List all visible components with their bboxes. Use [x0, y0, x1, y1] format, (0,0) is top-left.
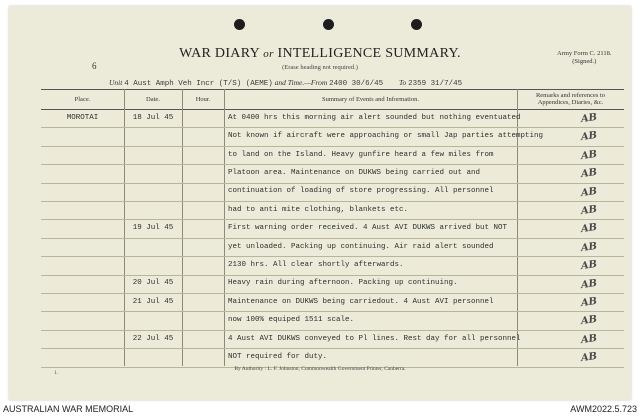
archive-reference: AWM2022.5.723 — [570, 404, 637, 414]
remarks-header-line1: Remarks and references to — [535, 92, 606, 99]
row-initials: AB — [580, 277, 598, 291]
archive-caption: AUSTRALIAN WAR MEMORIAL — [3, 404, 134, 414]
row-rule — [41, 293, 624, 294]
time-label: and Time.—From — [274, 78, 328, 87]
row-rule — [41, 330, 624, 331]
row-initials: AB — [580, 240, 598, 254]
war-diary-sheet — [9, 6, 631, 400]
form-reference-number: Army Form C. 2118. — [557, 50, 612, 57]
row-rule — [41, 311, 624, 312]
row-summary: NOT required for duty. — [228, 352, 328, 361]
row-rule — [41, 146, 624, 147]
row-rule — [41, 275, 624, 276]
form-title — [9, 46, 631, 62]
row-date: 20 Jul 45 — [132, 279, 174, 288]
column-rule — [517, 89, 518, 366]
column-header-date: Date. — [146, 95, 160, 103]
header-rule — [41, 109, 624, 110]
row-initials: AB — [580, 185, 598, 199]
row-initials: AB — [580, 314, 598, 328]
printer-authority: By Authority : L. F. Johnston, Commonwealth Government Printer, Canberra. — [234, 366, 406, 372]
unit-label: Unit — [109, 78, 123, 87]
row-summary: Not known if aircraft were approaching or small Jap parties attempting — [228, 132, 544, 141]
row-summary: 4 Aust AVI DUKWS conveyed to Pl lines. Rest day for all personnel — [228, 334, 521, 343]
form-reference-signed: (Signed.) — [572, 58, 597, 65]
row-place: MOROTAI — [66, 113, 99, 122]
row-rule — [41, 127, 624, 128]
row-rule — [41, 256, 624, 257]
row-initials: AB — [580, 203, 598, 218]
column-header-remarks — [517, 89, 624, 109]
row-rule — [41, 164, 624, 165]
row-initials: AB — [580, 148, 598, 162]
punch-hole — [411, 19, 422, 30]
column-header-summary: Summary of Events and Information. — [322, 95, 419, 103]
row-summary: 2130 hrs. All clear shortly afterwards. — [228, 260, 404, 269]
row-summary: yet unloaded. Packing up continuing. Air raid alert sounded — [228, 242, 494, 251]
column-rule — [182, 89, 183, 366]
row-rule — [41, 201, 624, 202]
column-rule — [224, 89, 225, 366]
row-date: 18 Jul 45 — [132, 113, 174, 122]
row-summary: had to anti mite clothing, blankets etc. — [228, 205, 409, 214]
form-reference — [557, 50, 611, 66]
unit-line — [109, 78, 462, 88]
row-initials: AB — [580, 130, 598, 144]
row-summary: to land on the Island. Heavy gunfire heard a few miles from — [228, 150, 494, 159]
row-date: 19 Jul 45 — [132, 224, 174, 233]
column-header-hour: Hour. — [195, 95, 211, 103]
row-date: 22 Jul 45 — [132, 334, 174, 343]
remarks-header-line2: Appendices, Diaries, &c. — [537, 99, 604, 106]
row-initials: AB — [580, 332, 598, 346]
row-rule — [41, 348, 624, 349]
table-top-rule — [41, 89, 624, 90]
row-summary: Platoon area. Maintenance on DUKWS being carried out and — [228, 168, 481, 177]
title-or: or — [263, 48, 274, 60]
page-number: 6 — [92, 61, 97, 71]
form-subtitle: (Erase heading not required.) — [282, 64, 358, 71]
to-value: 2359 31/7/45 — [408, 80, 463, 88]
column-header-place: Place. — [74, 95, 91, 103]
row-rule — [41, 219, 624, 220]
diary-table — [41, 89, 624, 366]
title-war-diary: WAR DIARY — [179, 46, 260, 61]
unit-value: 4 Aust Amph Veh Incr (T/S) (AEME) — [124, 80, 273, 88]
row-rule — [41, 183, 624, 184]
row-summary: Maintenance on DUKWS being carriedout. 4 Aust AVI personnel — [228, 297, 494, 306]
row-initials: AB — [580, 167, 598, 181]
row-rule — [41, 238, 624, 239]
punch-hole — [323, 19, 334, 30]
row-initials: AB — [580, 222, 598, 236]
row-summary: now 100% equiped 1511 scale. — [228, 316, 355, 325]
row-summary: First warning order received. 4 Aust AVI DUKWS arrived but NOT — [228, 224, 508, 233]
row-initials: AB — [580, 295, 598, 310]
title-intelligence-summary: INTELLIGENCE SUMMARY. — [277, 46, 461, 61]
to-label: To — [399, 78, 407, 87]
row-initials: AB — [580, 351, 598, 365]
row-summary: Heavy rain during afternoon. Packing up continuing. — [228, 279, 458, 288]
row-summary: continuation of loading of store progressing. All personnel — [228, 187, 494, 196]
row-date: 21 Jul 45 — [132, 297, 174, 306]
row-initials: AB — [580, 111, 598, 126]
from-value: 2400 30/6/45 — [329, 80, 384, 88]
punch-hole — [234, 19, 245, 30]
row-initials: AB — [580, 259, 598, 273]
footer-mark: 1. — [54, 370, 59, 376]
row-summary: At 0400 hrs this morning air alert sounded but nothing eventuated — [228, 113, 521, 122]
